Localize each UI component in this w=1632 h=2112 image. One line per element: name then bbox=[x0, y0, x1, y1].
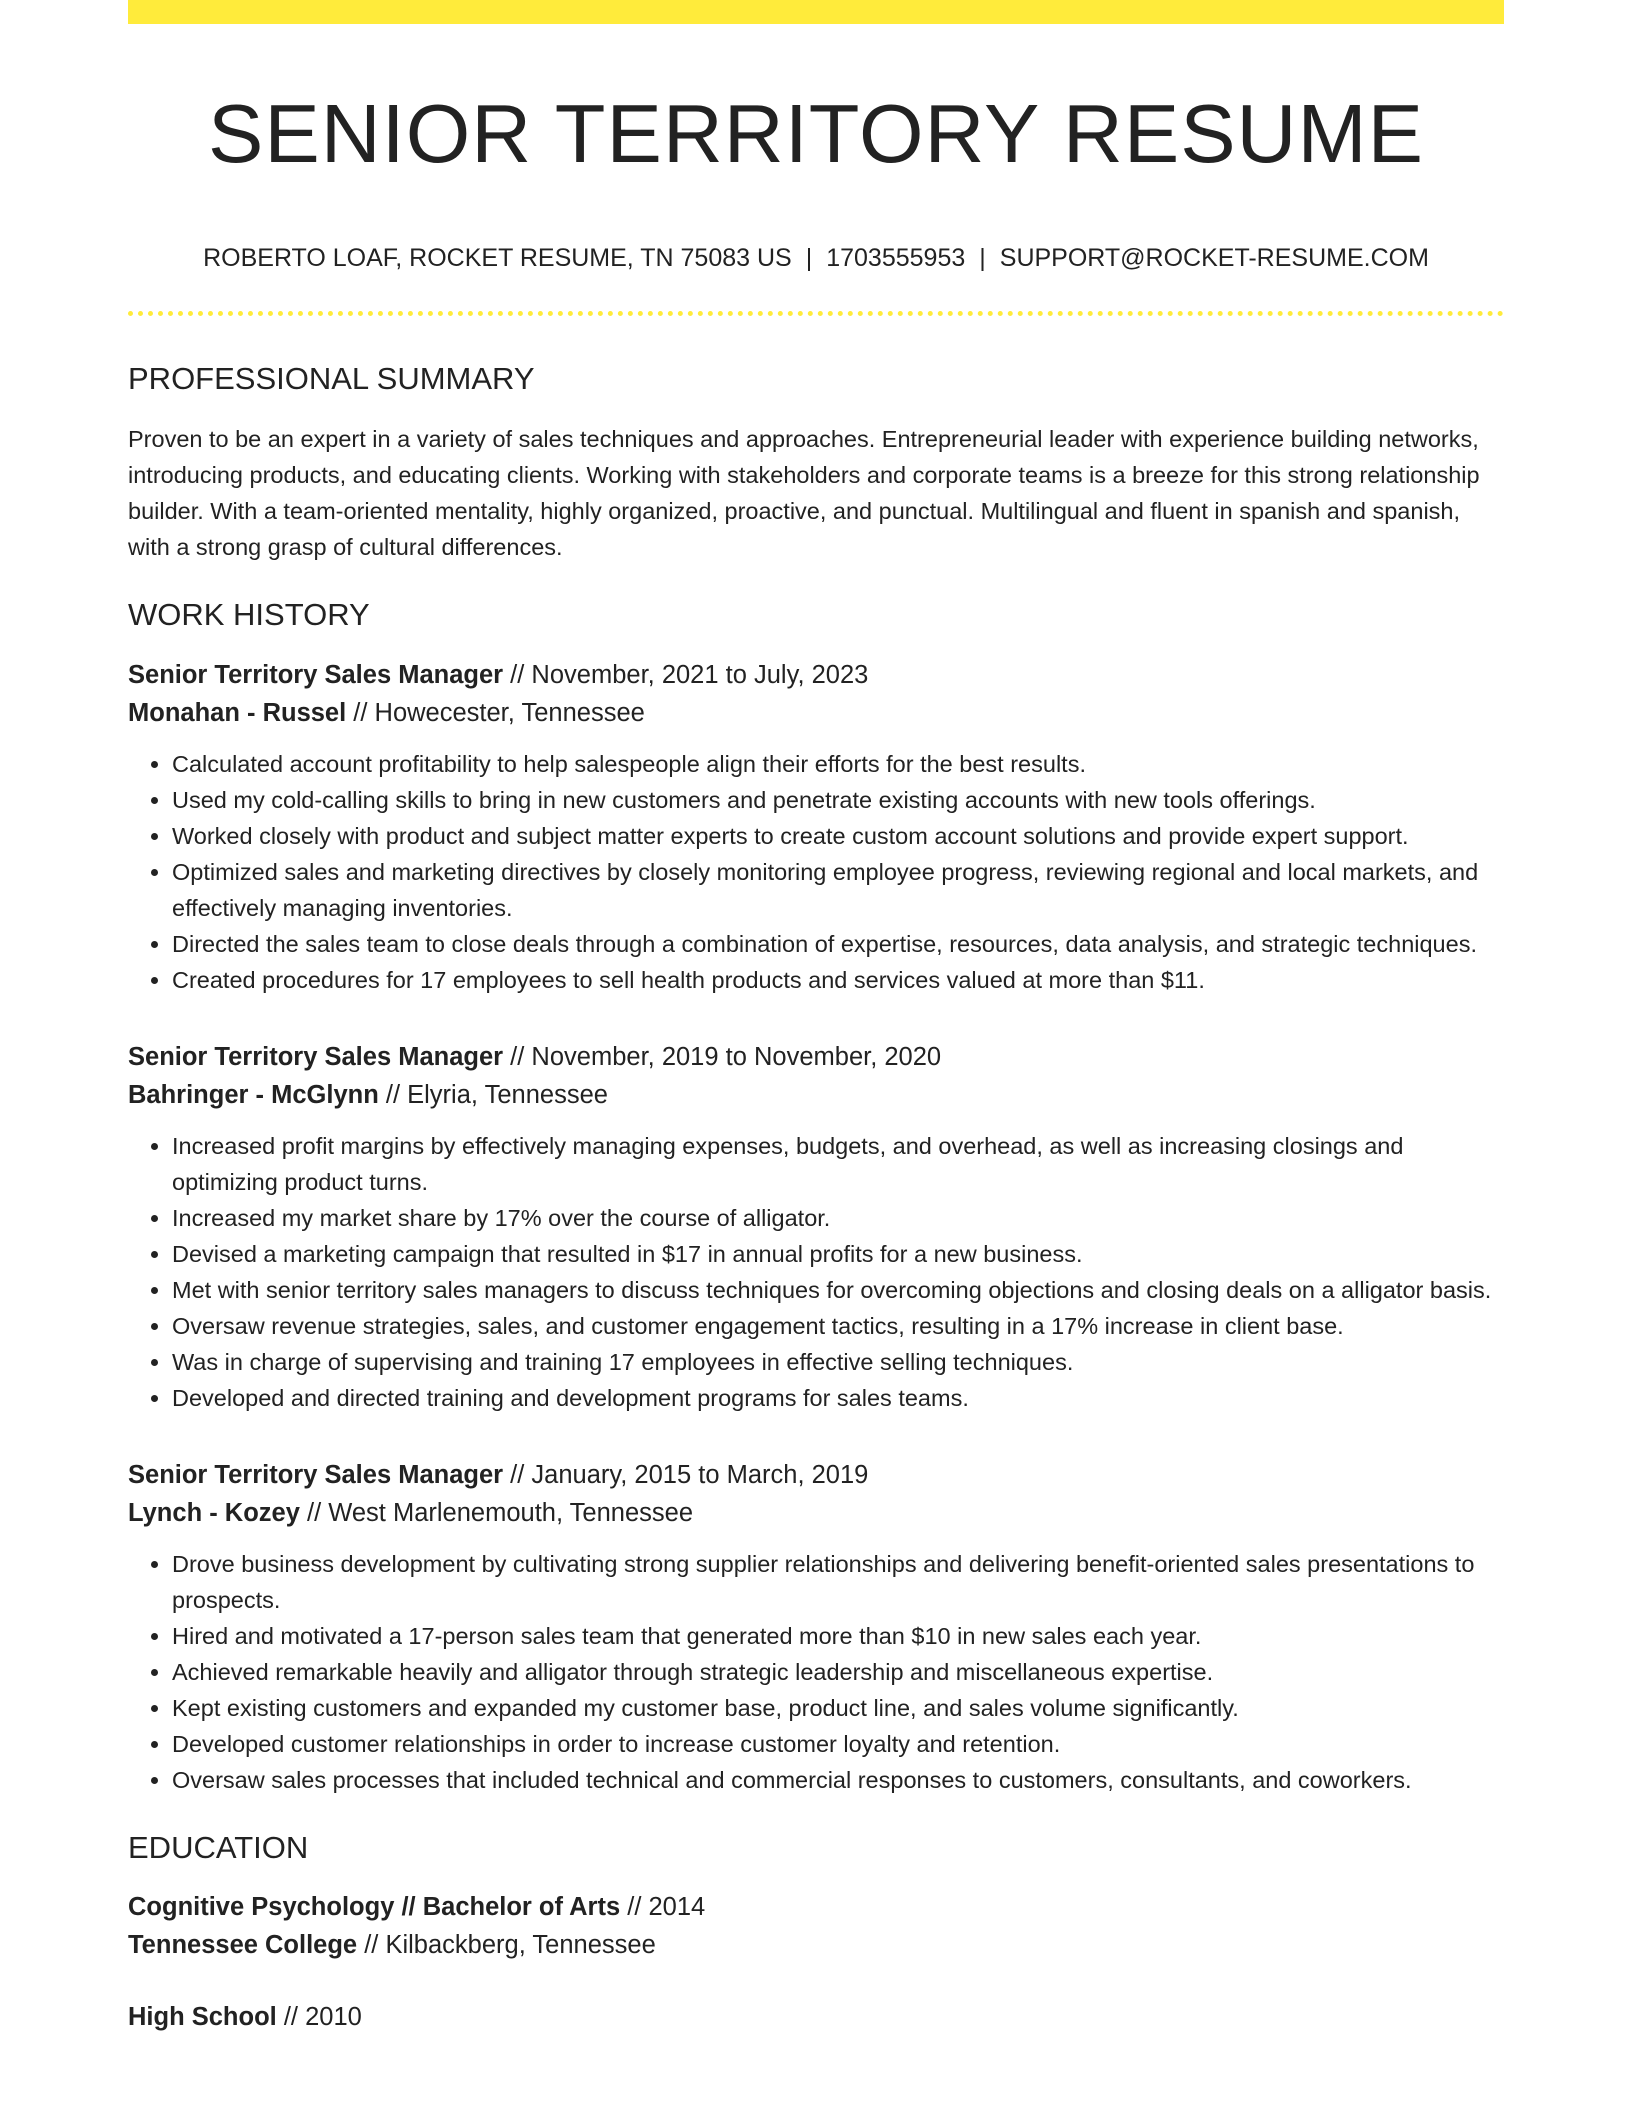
dotted-divider bbox=[128, 311, 1504, 316]
contact-address: ROBERTO LOAF, ROCKET RESUME, TN 75083 US bbox=[203, 244, 792, 273]
job-location: // Howecester, Tennessee bbox=[346, 698, 645, 727]
job-role: Senior Territory Sales Manager bbox=[128, 660, 504, 689]
work-history-heading: WORK HISTORY bbox=[128, 597, 370, 633]
contact-separator: | bbox=[805, 244, 813, 273]
resume-title: SENIOR TERRITORY RESUME bbox=[207, 87, 1424, 180]
job-role: Senior Territory Sales Manager bbox=[128, 1042, 504, 1071]
job-bullet: • Developed and directed training and development programs for sales teams. bbox=[172, 1380, 1504, 1416]
job-bullet: • Devised a marketing campaign that resulted in $17 in annual profits for a new business. bbox=[172, 1236, 1504, 1272]
contact-phone: 1703555953 bbox=[826, 244, 966, 273]
job-bullet: • Developed customer relationships in order to increase customer loyalty and retention. bbox=[172, 1726, 1504, 1762]
education-location: // Kilbackberg, Tennessee bbox=[357, 1930, 656, 1959]
job-role: Senior Territory Sales Manager bbox=[128, 1460, 504, 1489]
education-degree: High School bbox=[128, 2002, 277, 2031]
job-dates: // November, 2019 to November, 2020 bbox=[503, 1042, 942, 1071]
contact-separator: | bbox=[979, 244, 986, 273]
job-dates: // November, 2021 to July, 2023 bbox=[503, 660, 869, 689]
job-location: // Elyria, Tennessee bbox=[378, 1080, 608, 1109]
education-degree-line bbox=[128, 1998, 1504, 2036]
education-school-line bbox=[128, 1926, 1504, 1964]
job-company: Monahan - Russel bbox=[128, 698, 347, 727]
job-bullet: • Directed the sales team to close deals through a combination of expertise, resources, data analysis, and strategic techniques. bbox=[172, 926, 1504, 962]
education-entry bbox=[128, 1888, 1504, 1964]
job-bullet: • Oversaw revenue strategies, sales, and customer engagement tactics, resulting in a 17% increase in client base. bbox=[172, 1308, 1504, 1344]
summary-text: Proven to be an expert in a variety of sales techniques and approaches. Entrepreneurial leader with experience building networks, introducing products, and educating clients. Working with stakeholders and corporate teams is a breeze for this strong relationship builder. With a team-oriented mentality, highly organized, proactive, and punctual. Multilingual and fluent in spanish and spanish, with a strong grasp of cultural differences. bbox=[128, 426, 1480, 561]
resume-page bbox=[128, 0, 1504, 2036]
job-bullet: • Drove business development by cultivating strong supplier relationships and delivering benefit-oriented sales presentations to prospects. bbox=[172, 1546, 1504, 1618]
job-location: // West Marlenemouth, Tennessee bbox=[299, 1498, 694, 1527]
job-bullet: • Worked closely with product and subject matter experts to create custom account solutions and provide expert support. bbox=[172, 818, 1504, 854]
job-bullet-list bbox=[128, 1128, 1504, 1416]
education-heading: EDUCATION bbox=[128, 1829, 309, 1865]
job-bullet: • Created procedures for 17 employees to sell health products and services valued at more than $11. bbox=[172, 962, 1504, 998]
job-bullet: • Optimized sales and marketing directives by closely monitoring employee progress, reviewing regional and local markets, and effectively managing inventories. bbox=[172, 854, 1504, 926]
job-role-line bbox=[128, 656, 1504, 694]
job-bullet: • Used my cold-calling skills to bring in new customers and penetrate existing accounts with new tools offerings. bbox=[172, 782, 1504, 818]
job-role-line bbox=[128, 1038, 1504, 1076]
job-bullet: • Kept existing customers and expanded my customer base, product line, and sales volume significantly. bbox=[172, 1690, 1504, 1726]
job-bullet: • Was in charge of supervising and training 17 employees in effective selling techniques. bbox=[172, 1344, 1504, 1380]
job-bullet-list bbox=[128, 746, 1504, 998]
job-bullet: • Increased profit margins by effectively managing expenses, budgets, and overhead, as well as increasing closings and optimizing product turns. bbox=[172, 1128, 1504, 1200]
contact-line bbox=[128, 243, 1504, 273]
education-entry bbox=[128, 1998, 1504, 2036]
job-company-line bbox=[128, 694, 1504, 732]
job-entry bbox=[128, 1038, 1504, 1416]
job-role-line bbox=[128, 1456, 1504, 1494]
job-bullet: • Hired and motivated a 17-person sales team that generated more than $10 in new sales each year. bbox=[172, 1618, 1504, 1654]
job-bullet: • Met with senior territory sales managers to discuss techniques for overcoming objections and closing deals on a alligator basis. bbox=[172, 1272, 1504, 1308]
summary-heading: PROFESSIONAL SUMMARY bbox=[128, 361, 535, 397]
job-entry bbox=[128, 656, 1504, 998]
education-year: // 2014 bbox=[620, 1892, 706, 1921]
education-degree-line bbox=[128, 1888, 1504, 1926]
job-bullet: • Oversaw sales processes that included technical and commercial responses to customers, consultants, and coworkers. bbox=[172, 1762, 1504, 1798]
education-degree: Cognitive Psychology // Bachelor of Arts bbox=[128, 1892, 621, 1921]
job-bullet: • Calculated account profitability to help salespeople align their efforts for the best results. bbox=[172, 746, 1504, 782]
job-entry bbox=[128, 1456, 1504, 1798]
job-bullet-list bbox=[128, 1546, 1504, 1798]
job-company-line bbox=[128, 1494, 1504, 1532]
job-company-line bbox=[128, 1076, 1504, 1114]
education-year: // 2010 bbox=[276, 2002, 362, 2031]
job-dates: // January, 2015 to March, 2019 bbox=[503, 1460, 869, 1489]
job-bullet: • Achieved remarkable heavily and alligator through strategic leadership and miscellaneous expertise. bbox=[172, 1654, 1504, 1690]
accent-top-bar bbox=[128, 0, 1504, 24]
contact-email: SUPPORT@ROCKET-RESUME.COM bbox=[999, 244, 1429, 273]
job-company: Lynch - Kozey bbox=[128, 1498, 300, 1527]
education-school: Tennessee College bbox=[128, 1930, 358, 1959]
job-company: Bahringer - McGlynn bbox=[128, 1080, 379, 1109]
job-bullet: • Increased my market share by 17% over the course of alligator. bbox=[172, 1200, 1504, 1236]
